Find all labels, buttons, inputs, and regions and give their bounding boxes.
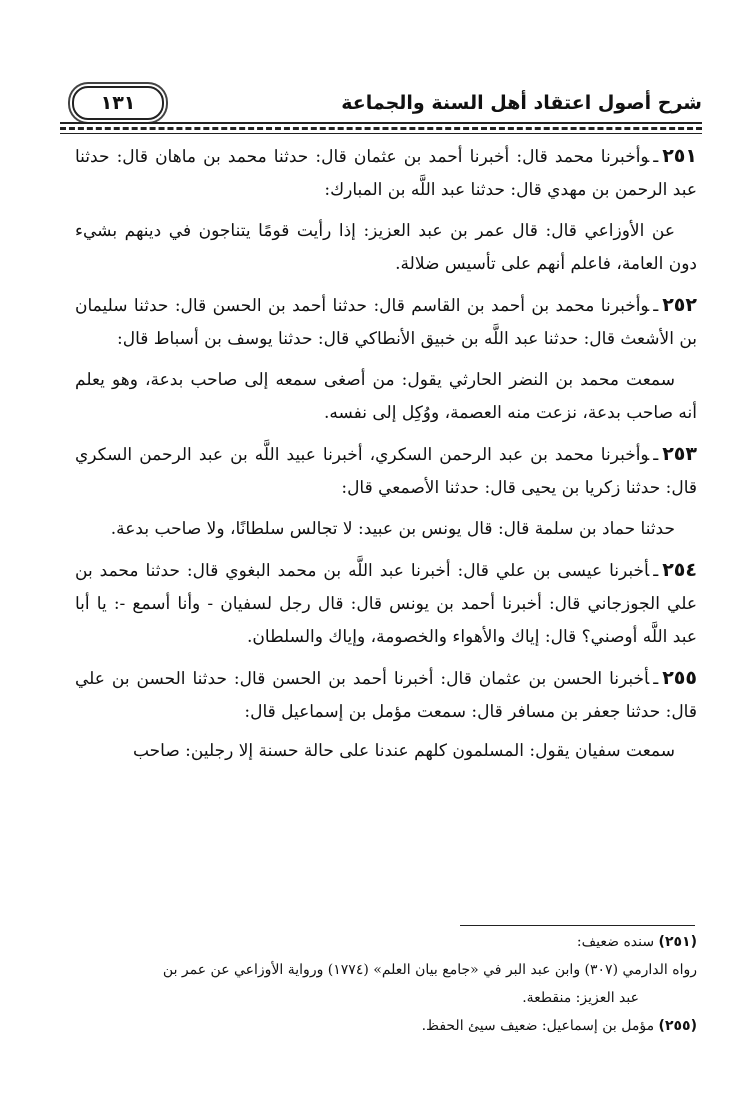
paragraph — [75, 215, 697, 281]
book-title: شرح أصول اعتقاد أهل السنة والجماعة — [341, 92, 702, 114]
footnote-number: (٢٥٥) — [658, 1018, 697, 1034]
hadith-paragraph: ٢٥١ـوأخبرنا محمد قال: أخبرنا أحمد بن عثمان قال: حدثنا محمد بن ماهان قال: حدثنا عبد الرحمن بن مهدي قال: حدثنا عبد اللَّه بن المبارك: — [75, 145, 697, 200]
footnote-text: مؤمل بن إسماعيل: ضعيف سيئ الحفظ. — [421, 1018, 655, 1034]
footnote-text: سنده ضعيف: — [576, 934, 655, 950]
paragraph — [75, 513, 697, 546]
hadith-paragraph: ٢٥٢ـوأخبرنا محمد بن أحمد بن القاسم قال: حدثنا أحمد بن الحسن قال: حدثنا سليمان بن الأشعث قال: حدثنا عبد اللَّه بن خبيق الأنطاكي قال: حدثنا يوسف بن أسباط قال: — [75, 294, 697, 349]
footnotes — [75, 928, 697, 1040]
hadith-number: ٢٥٤ — [662, 559, 697, 581]
hadith-paragraph: ٢٥٥ـأخبرنا الحسن بن عثمان قال: أخبرنا أحمد بن الحسن قال: حدثنا الحسن بن علي قال: حدثنا جعفر بن مسافر قال: سمعت مؤمل بن إسماعيل قال: — [75, 667, 697, 722]
main-text — [75, 140, 697, 776]
paragraph-text: أخبرنا عيسى بن علي قال: أخبرنا عبد اللَّه بن محمد البغوي قال: حدثنا محمد بن علي الجوزجاني قال: أخبرنا أحمد بن يونس قال: قال رجل لسفيان - وأنا أسمع -: يا أبا عبد اللَّه أوصني؟ قال: إياك والأهواء والخصومة، وإياك والسلطان. — [75, 561, 697, 647]
paragraph-text: سمعت محمد بن النضر الحارثي يقول: من أصغى سمعه إلى صاحب بدعة، وهو يعلم أنه صاحب بدعة، نزعت منه العصمة، ووُكِل إلى نفسه. — [75, 370, 697, 423]
page-header — [60, 82, 702, 122]
hadith-number: ٢٥١ — [662, 145, 697, 167]
footnote-text: عبد العزيز: منقطعة. — [522, 990, 639, 1006]
paragraph — [75, 735, 697, 768]
footnote-divider — [460, 925, 695, 926]
paragraph-text: عن الأوزاعي قال: قال عمر بن عبد العزيز: إذا رأيت قومًا يتناجون في دينهم بشيء دون العامة، فاعلم أنهم على تأسيس ضلالة. — [75, 221, 697, 274]
footnote — [75, 1012, 697, 1040]
header-divider — [60, 122, 702, 124]
paragraph-text: وأخبرنا محمد قال: أخبرنا أحمد بن عثمان قال: حدثنا محمد بن ماهان قال: حدثنا عبد الرحمن بن مهدي قال: حدثنا عبد اللَّه بن المبارك: — [75, 147, 697, 200]
paragraph — [75, 364, 697, 430]
header-divider-thin — [60, 133, 702, 134]
hadith-paragraph: ٢٥٤ـأخبرنا عيسى بن علي قال: أخبرنا عبد اللَّه بن محمد البغوي قال: حدثنا محمد بن علي الجوزجاني قال: أخبرنا أحمد بن يونس قال: قال رجل لسفيان - وأنا أسمع -: يا أبا عبد اللَّه أوصني؟ قال: إياك والأهواء والخصومة، وإياك والسلطان. — [75, 559, 697, 647]
paragraph-text: حدثنا حماد بن سلمة قال: قال يونس بن عبيد: لا تجالس سلطانًا، ولا صاحب بدعة. — [110, 519, 675, 539]
header-divider-dashed — [60, 127, 702, 130]
hadith-number: ٢٥٥ — [662, 667, 697, 689]
footnote-number: (٢٥١) — [658, 934, 697, 950]
paragraph-text: وأخبرنا محمد بن عبد الرحمن السكري، أخبرنا عبيد اللَّه بن عبد الرحمن السكري قال: حدثنا زكريا بن يحيى قال: حدثنا الأصمعي قال: — [75, 445, 697, 498]
footnote — [75, 928, 697, 956]
hadith-paragraph: ٢٥٣ـوأخبرنا محمد بن عبد الرحمن السكري، أخبرنا عبيد اللَّه بن عبد الرحمن السكري قال: حدثنا زكريا بن يحيى قال: حدثنا الأصمعي قال: — [75, 443, 697, 498]
paragraph-text: سمعت سفيان يقول: المسلمون كلهم عندنا على حالة حسنة إلا رجلين: صاحب — [132, 741, 675, 761]
hadith-number: ٢٥٣ — [662, 443, 697, 465]
footnote-line — [75, 956, 697, 984]
page-number: ١٣١ — [100, 92, 136, 114]
footnote-text: رواه الدارمي (٣٠٧) وابن عبد البر في «جامع بيان العلم» (١٧٧٤) ورواية الأوزاعي عن عمر بن — [162, 962, 697, 978]
paragraph-text: أخبرنا الحسن بن عثمان قال: أخبرنا أحمد بن الحسن قال: حدثنا الحسن بن علي قال: حدثنا جعفر بن مسافر قال: سمعت مؤمل بن إسماعيل قال: — [75, 669, 697, 722]
page-number-badge — [72, 86, 164, 120]
paragraph-text: وأخبرنا محمد بن أحمد بن القاسم قال: حدثنا أحمد بن الحسن قال: حدثنا سليمان بن الأشعث قال: حدثنا عبد اللَّه بن خبيق الأنطاكي قال: حدثنا يوسف بن أسباط قال: — [75, 296, 697, 349]
footnote-line — [75, 984, 697, 1012]
hadith-number: ٢٥٢ — [662, 294, 697, 316]
